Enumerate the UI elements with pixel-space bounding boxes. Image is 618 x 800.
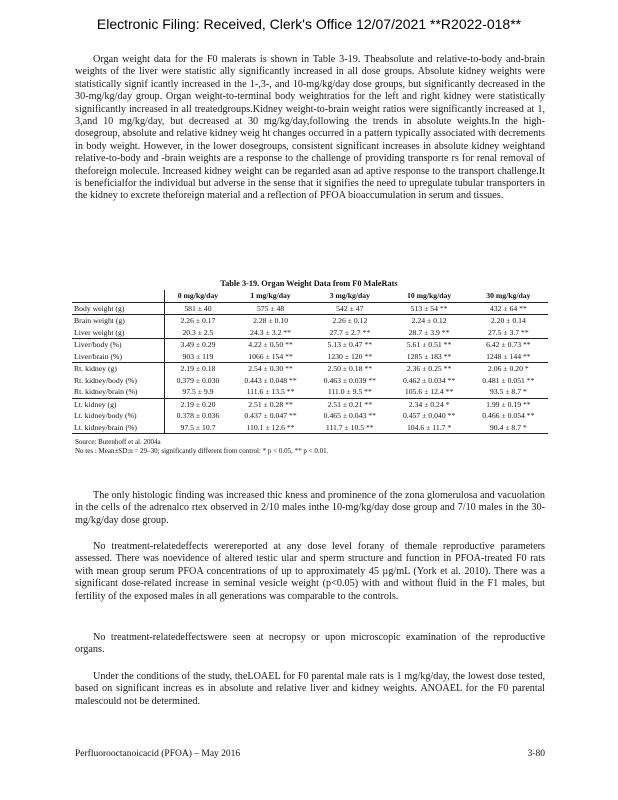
table-cell: 0.379 ± 0.030 bbox=[176, 375, 220, 385]
table-header-cell: 10 mg/kg/day bbox=[389, 290, 468, 302]
table-cell: 28.7 ± 3.9 ** bbox=[389, 327, 468, 339]
table-cell: 2.24 ± 0.12 bbox=[411, 316, 447, 326]
table-cell: 111.0 ± 9.5 ** bbox=[310, 386, 389, 398]
table-cell: 5.13 ± 0.47 ** bbox=[327, 340, 373, 350]
table-cell: 0.437 ± 0.047 ** bbox=[244, 411, 297, 421]
table-cell: 0.457 ± 0.040 ** bbox=[402, 411, 456, 421]
paragraph-1-text: Organ weight data for the F0 malerats is shown in Table 3-19. Theabsolute and relative-to-body and-brain weights of the liver were statistic ally significantly increased in all dose groups. Absolute kidney weights were statistically signif icantly increased in the 1-,3-, and 10-mg/kg/day dose groups, but significantly decreased in the 30-mg/kg/day group. Organ weight-to-terminal body weightratios for the left and right kidney were statistically significantly increased in all treatedgroups.Kidney weight-to-brain weight ratios were significantly increased at 1, 3,and 10 mg/kg/day, but decreased at 30 mg/kg/day,following the trends in absolute weights.In the high-dosegroup, absolute and relative kidney weig ht changes occurred in a pattern typically associated with decrements in body weight. However, in the lower dosegroups, consistent significant increases in absolute kidney weightand relative-to-body and -brain weights are a response to the challenge of providing transporte rs for renal removal of theforeign molecule. Increased kidney weight can be regarded asan ad aptive response to the transport challenge.It is beneficialfor the individual but adverse in the sense that it signifies the need to upregulate tubular transporters in the kidney to excrete theforeign material and a reflection of PFOA bioaccumulation in serum and tissues. bbox=[75, 54, 545, 202]
table-cell: 2.19 ± 0.20 bbox=[180, 399, 216, 409]
table-cell: 581 ± 40 bbox=[165, 302, 231, 315]
row-label: Liver/body (%) bbox=[72, 339, 165, 351]
table-cell: 0.462 ± 0.034 ** bbox=[402, 375, 456, 385]
table-cell: 24.3 ± 3.2 ** bbox=[231, 327, 310, 339]
table-header-row bbox=[72, 290, 548, 302]
row-label: Liver weight (g) bbox=[72, 327, 165, 339]
paragraph-loael bbox=[75, 671, 545, 708]
table-cell: 513 ± 54 ** bbox=[389, 302, 468, 315]
table-cell: 5.61 ± 0.51 ** bbox=[406, 340, 452, 350]
table-row bbox=[72, 363, 548, 375]
footer-document-title: Perfluorooctanoicacid (PFOA) – May 2016 bbox=[75, 749, 241, 759]
table-cell: 97.5 ± 10.7 bbox=[165, 422, 231, 434]
table-header-cell: 0 mg/kg/day bbox=[165, 290, 231, 302]
table-cell: 2.19 ± 0.18 bbox=[180, 364, 216, 374]
table-cell: 0.443 ± 0.048 ** bbox=[244, 375, 297, 385]
table-cell: 20.3 ± 2.5 bbox=[165, 327, 231, 339]
table-title: Table 3-19. Organ Weight Data from F0 MaleRats bbox=[220, 279, 398, 288]
table-cell: 2.26 ± 0.12 bbox=[332, 316, 368, 326]
page-number: 3-80 bbox=[527, 749, 545, 759]
table-cell: 2.26 ± 0.17 bbox=[180, 316, 216, 326]
paragraph-5-text: Under the conditions of the study, theLOAEL for F0 parental male rats is 1 mg/kg/day, the lowest dose tested, based on significant increas es in absolute and relative liver and kidney weights. ANOAEL for the F0 parental malescould not be determined. bbox=[75, 671, 545, 707]
paragraph-reproductive bbox=[75, 541, 545, 603]
organ-weight-table bbox=[72, 290, 548, 434]
table-cell: 105.6 ± 12.4 ** bbox=[389, 386, 468, 398]
table-cell: 2.06 ± 0.20 * bbox=[487, 364, 529, 374]
table-cell: 90.4 ± 8.7 * bbox=[469, 422, 548, 434]
table-cell: 1248 ± 144 ** bbox=[469, 351, 548, 363]
table-cell: 2.54 ± 0.30 ** bbox=[248, 364, 293, 374]
table-body bbox=[72, 302, 548, 434]
table-row bbox=[72, 398, 548, 410]
table-footnote: No tes : Mean±SD;n = 29–30; significantly different from control: * p < 0.05, ** p < 0.01. bbox=[75, 447, 329, 455]
paragraph-3-text: No treatment-relatedeffects werereported at any dose level forany of themale reproductive parameters assessed. There was noevidence of altered testic ular and sperm structure and function in PFOA-treated F0 rats with mean group serum PFOA concentrations of up to approximately 45 µg/mL (York et al. 2010). There was a significant dose-related increase in seminal vesicle weight (p<0.05) with and without fluid in the F1 males, but fertility of the exposed males in all generations was comparable to the controls. bbox=[75, 541, 545, 602]
row-label: Rt. kidney/body (%) bbox=[72, 375, 165, 387]
paragraph-histology bbox=[75, 490, 545, 527]
table-cell: 111.6 ± 13.5 ** bbox=[231, 386, 310, 398]
row-label: Lt. kidney/body (%) bbox=[72, 410, 165, 422]
table-row bbox=[72, 302, 548, 315]
table-cell: 2.50 ± 0.18 ** bbox=[327, 364, 373, 374]
table-row bbox=[72, 422, 548, 434]
table-row bbox=[72, 327, 548, 339]
table-row bbox=[72, 315, 548, 327]
table-cell: 1285 ± 183 ** bbox=[389, 351, 468, 363]
table-cell: 432 ± 64 ** bbox=[469, 302, 548, 315]
table-cell: 0.465 ± 0.043 ** bbox=[323, 411, 376, 421]
table-cell: 1066 ± 154 ** bbox=[231, 351, 310, 363]
paragraph-4-text: No treatment-relatedeffectswere seen at necropsy or upon microscopic examination of the reproductive organs. bbox=[75, 632, 545, 656]
table-cell: 27.7 ± 2.7 ** bbox=[310, 327, 389, 339]
row-label: Body weight (g) bbox=[72, 302, 165, 315]
table-cell: 903 ± 119 bbox=[165, 351, 231, 363]
table-cell: 0.481 ± 0.051 ** bbox=[482, 375, 535, 385]
table-cell: 104.6 ± 11.7 * bbox=[389, 422, 468, 434]
row-label: Liver/brain (%) bbox=[72, 351, 165, 363]
table-header-cell: 1 mg/kg/day bbox=[231, 290, 310, 302]
filing-header: Electronic Filing: Received, Clerk's Office 12/07/2021 **R2022-018** bbox=[96, 16, 522, 32]
table-cell: 110.1 ± 12.6 ** bbox=[231, 422, 310, 434]
table-cell: 93.5 ± 8.7 * bbox=[469, 386, 548, 398]
row-label: Rt. kidney (g) bbox=[72, 363, 165, 375]
paragraph-necropsy bbox=[75, 632, 545, 657]
table-cell: 97.5 ± 9.9 bbox=[165, 386, 231, 398]
table-cell: 0.378 ± 0.036 bbox=[176, 411, 220, 421]
paragraph-2-text: The only histologic finding was increased thic kness and prominence of the zona glomerulosa and vacuolation in the cells of the adrenalco rtex observed in 2/10 males inthe 10-mg/kg/day dose group and 7/10 males in the 30-mg/kg/day dose group. bbox=[75, 490, 545, 526]
page-footer bbox=[75, 749, 545, 759]
table-cell: 1.99 ± 0.19 ** bbox=[486, 399, 531, 409]
table-row bbox=[72, 351, 548, 363]
table-cell: 2.51 ± 0.21 ** bbox=[327, 399, 373, 409]
table-cell: 111.7 ± 10.5 ** bbox=[310, 422, 389, 434]
table-cell: 2.36 ± 0.25 ** bbox=[406, 364, 452, 374]
table-cell: 575 ± 48 bbox=[231, 302, 310, 315]
table-cell: 27.5 ± 3.7 ** bbox=[469, 327, 548, 339]
table-header-cell: 3 mg/kg/day bbox=[310, 290, 389, 302]
table-cell: 1230 ± 120 ** bbox=[310, 351, 389, 363]
row-label: Rt. kidney/brain (%) bbox=[72, 386, 165, 398]
table-cell: 2.51 ± 0.28 ** bbox=[248, 399, 293, 409]
table-cell: 0.463 ± 0.039 ** bbox=[323, 375, 376, 385]
table-source-note: Source: Butenhoff et al. 2004a bbox=[75, 438, 161, 446]
table-cell: 6.42 ± 0.73 ** bbox=[486, 340, 531, 350]
table-cell: 3.49 ± 0.29 bbox=[180, 340, 216, 350]
table-cell: 0.466 ± 0.054 ** bbox=[482, 411, 535, 421]
table-row bbox=[72, 375, 548, 387]
table-row bbox=[72, 339, 548, 351]
table-cell: 542 ± 47 bbox=[310, 302, 389, 315]
row-label: Brain weight (g) bbox=[72, 315, 165, 327]
table-row bbox=[72, 386, 548, 398]
table-cell: 2.34 ± 0.24 * bbox=[408, 399, 450, 409]
table-row bbox=[72, 410, 548, 422]
table-cell: 4.22 ± 0.50 ** bbox=[248, 340, 293, 350]
table-header-cell: 30 mg/kg/day bbox=[469, 290, 548, 302]
table-header-cell bbox=[72, 290, 165, 302]
row-label: Lt. kidney (g) bbox=[72, 398, 165, 410]
table-cell: 2.20 ± 0.14 bbox=[490, 316, 526, 326]
paragraph-organ-weights bbox=[75, 54, 545, 203]
row-label: Lt. kidney/brain (%) bbox=[72, 422, 165, 434]
table-cell: 2.28 ± 0.10 bbox=[253, 316, 289, 326]
